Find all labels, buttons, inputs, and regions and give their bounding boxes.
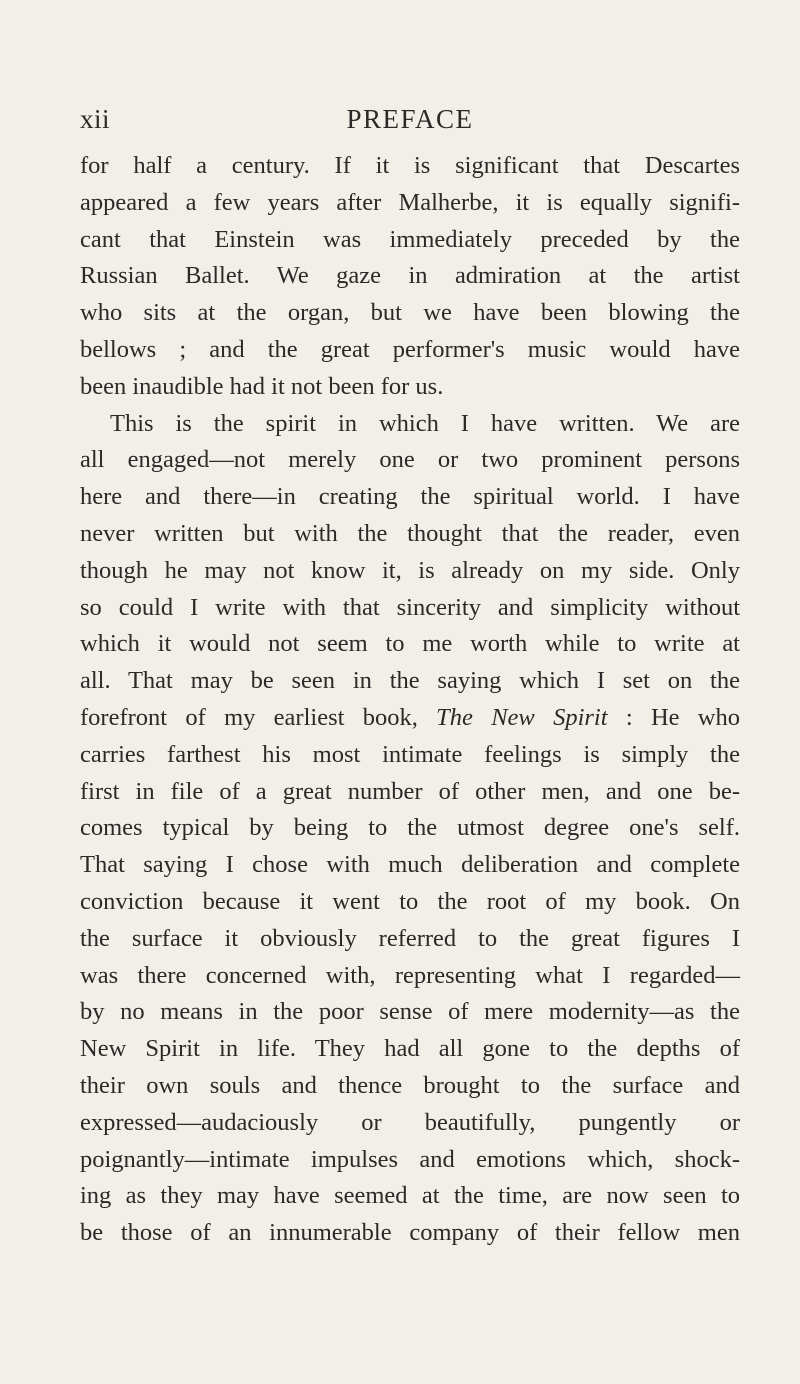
text-line: was there concerned with, representing what I regarded— [80, 961, 740, 989]
text-line: all engaged—not merely one or two prominent persons [80, 446, 740, 474]
text-line: That saying I chose with much deliberation and complete [80, 851, 740, 879]
text-line: be those of an innumerable company of their fellow men [80, 1219, 740, 1247]
text-line: expressed—audaciously or beautifully, pungently or [80, 1108, 740, 1136]
text-line: New Spirit in life. They had all gone to the depths of [80, 1035, 740, 1063]
text-line: never written but with the thought that the reader, even [80, 519, 740, 547]
book-title-italic: The New Spirit [436, 703, 608, 731]
text-line: who sits at the organ, but we have been blowing the [80, 299, 740, 327]
text-line: here and there—in creating the spiritual world. I have [80, 483, 740, 511]
paragraph-start-line: This is the spirit in which I have written. We are [110, 409, 740, 437]
text-line: poignantly—intimate impulses and emotions which, shock- [80, 1145, 740, 1173]
page-number: xii [80, 104, 111, 134]
running-head [80, 104, 740, 138]
text-line: though he may not know it, is already on my side. Only [80, 556, 740, 584]
text-line: carries farthest his most intimate feelings is simply the [80, 740, 740, 768]
text-line: for half a century. If it is significant that Descartes [80, 152, 740, 179]
text-line: which it would not seem to me worth while to write at [80, 630, 740, 658]
text-line: so could I write with that sincerity and simplicity without [80, 593, 740, 621]
text-line: comes typical by being to the utmost degree one's self. [80, 814, 740, 842]
text-line: first in file of a great number of other men, and one be- [80, 777, 740, 805]
text-line: cant that Einstein was immediately preceded by the [80, 225, 740, 253]
text-line: all. That may be seen in the saying which I set on the [80, 667, 740, 695]
text-line: appeared a few years after Malherbe, it is equally signifi- [80, 188, 740, 216]
text-line-with-book-title [80, 700, 740, 737]
text-segment: : He who [607, 703, 740, 731]
text-line: their own souls and thence brought to the surface and [80, 1071, 740, 1099]
text-line: by no means in the poor sense of mere modernity—as the [80, 998, 740, 1026]
running-title: PREFACE [346, 104, 474, 134]
text-segment: forefront of my earliest book, [80, 703, 437, 731]
preface-body-text [80, 148, 740, 1252]
paragraph-end-line: been inaudible had it not been for us. [80, 372, 444, 400]
text-line: bellows ; and the great performer's music would have [80, 335, 740, 363]
text-line: Russian Ballet. We gaze in admiration at the artist [80, 262, 740, 290]
text-line: ing as they may have seemed at the time, are now seen to [80, 1182, 740, 1210]
text-line: conviction because it went to the root of my book. On [80, 887, 740, 915]
text-line: the surface it obviously referred to the great figures I [80, 924, 740, 952]
